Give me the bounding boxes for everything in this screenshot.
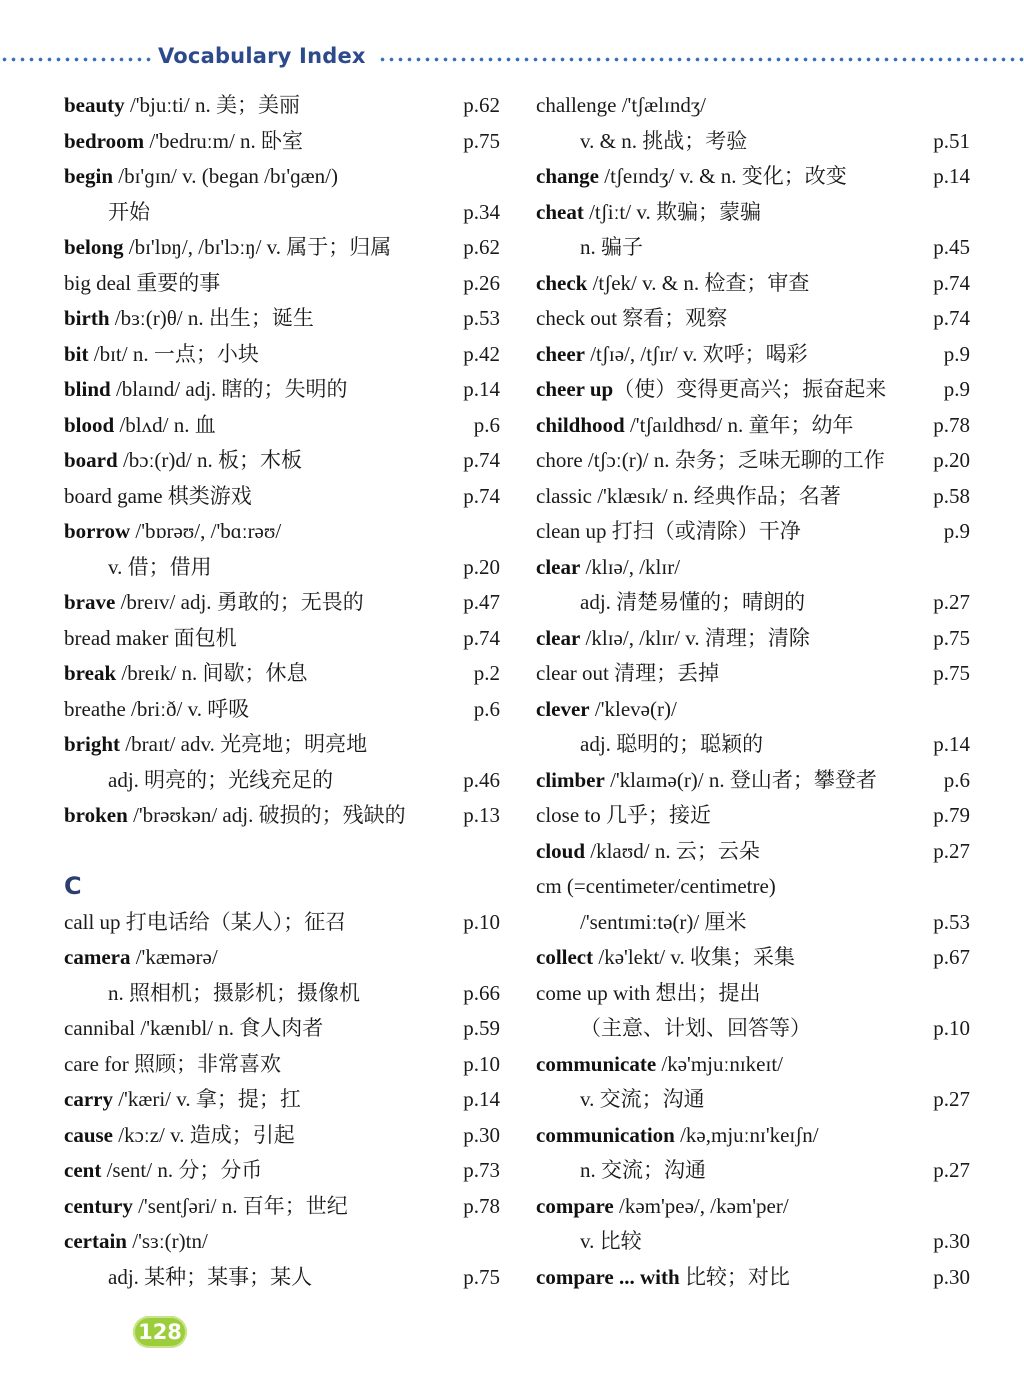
headword: brave	[64, 590, 116, 614]
page-ref: p.75	[463, 128, 500, 153]
headword: clever	[536, 696, 590, 721]
page-ref: p.20	[463, 554, 500, 579]
page-ref: p.73	[463, 1158, 500, 1182]
entry-text: come up with 想出；提出	[536, 980, 761, 1005]
index-entry	[64, 159, 500, 195]
page-ref: p.78	[463, 1193, 500, 1218]
entry-text: call up 打电话给（某人）；征召	[64, 909, 347, 934]
page-ref: p.14	[933, 164, 970, 188]
page-ref: p.2	[473, 661, 500, 685]
headword: climber	[536, 767, 605, 792]
index-entry	[64, 692, 500, 728]
page-ref: p.20	[933, 448, 970, 472]
entry-text: C	[64, 872, 82, 900]
left-column	[64, 88, 500, 1295]
entry-text: /braɪt/ adv. 光亮地；明亮地	[120, 732, 368, 756]
entry-text: /kə'lekt/ v. 收集；采集	[593, 945, 796, 969]
headword: collect	[536, 945, 594, 969]
index-entry	[64, 1011, 500, 1047]
page-ref: p.10	[463, 909, 500, 934]
headword: bedroom	[64, 128, 145, 153]
index-entry	[64, 656, 500, 692]
index-entry	[536, 869, 970, 905]
entry-text: /'sentʃəri/ n. 百年；世纪	[132, 1193, 348, 1218]
index-entry	[64, 1118, 500, 1154]
entry-text: /tʃiːt/ v. 欺骗；蒙骗	[583, 199, 761, 224]
entry-text: clear out 清理；丢掉	[536, 661, 720, 685]
entry-text: /'kæri/ v. 拿；提；扛	[112, 1087, 301, 1111]
page-ref: p.75	[933, 661, 970, 685]
headword: communication	[536, 1122, 675, 1147]
entry-text: /'klevə(r)/	[589, 696, 677, 721]
entry-text: /'brəʊkən/ adj. 破损的；残缺的	[127, 803, 406, 827]
page-ref: p.75	[933, 625, 970, 650]
index-entry	[64, 1153, 500, 1189]
entry-text: v. 借；借用	[108, 554, 212, 579]
entry-text: adj. 明亮的；光线充足的	[108, 767, 334, 792]
entry-text: check out 察看；观察	[536, 306, 728, 330]
headword: broken	[64, 803, 128, 827]
page-ref: p.14	[463, 377, 500, 401]
index-entry	[64, 1224, 500, 1260]
headword: clear	[536, 554, 581, 579]
entry-text: v. 比较	[580, 1229, 642, 1253]
page-ref: p.6	[473, 696, 500, 721]
header-dots-right	[378, 57, 1024, 62]
headword: clear	[536, 625, 581, 650]
headword: cheat	[536, 199, 584, 224]
headword: childhood	[536, 412, 625, 437]
page-ref: p.53	[933, 909, 970, 934]
index-entry	[536, 1260, 970, 1296]
entry-text: /'bedruːm/ n. 卧室	[144, 128, 304, 153]
index-entry	[64, 550, 500, 586]
index-entry	[536, 550, 970, 586]
entry-text: （主意、计划、回答等）	[580, 1016, 811, 1040]
entry-text: cannibal /'kænɪbl/ n. 食人肉者	[64, 1016, 324, 1040]
entry-text: /kə'mjuːnɪkeɪt/	[656, 1051, 783, 1076]
index-entry	[536, 337, 970, 373]
index-entry	[536, 905, 970, 941]
page-ref: p.27	[933, 1158, 970, 1182]
index-entry	[536, 1189, 970, 1225]
page-ref: p.53	[463, 306, 500, 330]
entry-text: /blaɪnd/ adj. 瞎的；失明的	[110, 377, 348, 401]
page-ref: p.30	[933, 1264, 970, 1289]
headword: belong	[64, 235, 124, 259]
index-entry	[64, 763, 500, 799]
index-entry	[536, 692, 970, 728]
index-entry	[536, 656, 970, 692]
index-entry	[64, 195, 500, 231]
index-entry	[536, 124, 970, 160]
index-entry	[64, 337, 500, 373]
entry-text: /'bɒrəʊ/, /'bɑːrəʊ/	[130, 519, 282, 543]
headword: compare	[536, 1193, 614, 1218]
entry-text: n. 骗子	[580, 235, 643, 259]
entry-text: /breɪv/ adj. 勇敢的；无畏的	[115, 590, 364, 614]
index-entry	[64, 372, 500, 408]
page-ref: p.10	[463, 1051, 500, 1076]
entry-text: big deal 重要的事	[64, 270, 221, 295]
page-ref: p.74	[463, 483, 500, 508]
index-entry	[536, 230, 970, 266]
headword: cheer	[536, 341, 585, 366]
section-heading	[64, 869, 500, 905]
index-entry	[536, 940, 970, 976]
index-entry	[536, 1047, 970, 1083]
entry-text: 开始	[108, 199, 150, 224]
entry-text: n. 交流；沟通	[580, 1158, 706, 1182]
page-ref: p.47	[463, 590, 500, 614]
entry-text: adj. 某种；某事；某人	[108, 1264, 313, 1289]
entry-text: /'sɜː(r)tn/	[126, 1229, 208, 1253]
page-ref: p.30	[933, 1229, 970, 1253]
headword: borrow	[64, 519, 131, 543]
index-entry	[536, 88, 970, 124]
page-ref: p.46	[463, 767, 500, 792]
index-entry	[64, 976, 500, 1012]
index-entry	[536, 514, 970, 550]
page-ref: p.9	[943, 519, 970, 543]
entry-text: classic /'klæsɪk/ n. 经典作品；名著	[536, 483, 841, 508]
page-ref: p.14	[933, 732, 970, 756]
page-ref: p.59	[463, 1016, 500, 1040]
page-ref: p.74	[463, 448, 500, 472]
entry-text: bread maker 面包机	[64, 625, 237, 650]
index-entry	[64, 479, 500, 515]
index-entry	[536, 1082, 970, 1118]
index-entry	[64, 230, 500, 266]
headword: camera	[64, 945, 131, 969]
headword: board	[64, 448, 118, 472]
page-ref: p.58	[933, 483, 970, 508]
entry-text: /bɪt/ n. 一点；小块	[88, 341, 259, 366]
entry-text: v. & n. 挑战；考验	[580, 128, 748, 153]
page-ref: p.26	[463, 270, 500, 295]
page-ref: p.6	[473, 412, 500, 437]
index-entry	[536, 1224, 970, 1260]
index-entry	[536, 195, 970, 231]
index-entry	[536, 727, 970, 763]
headword: check	[536, 270, 588, 295]
entry-text: care for 照顾；非常喜欢	[64, 1051, 281, 1076]
entry-text: /tʃeɪndʒ/ v. & n. 变化；改变	[599, 164, 847, 188]
page-ref: p.14	[463, 1087, 500, 1111]
entry-text: board game 棋类游戏	[64, 483, 252, 508]
page-ref: p.6	[943, 767, 970, 792]
index-entry	[536, 301, 970, 337]
entry-text: /kɔːz/ v. 造成；引起	[113, 1122, 295, 1147]
index-entry	[64, 266, 500, 302]
page-ref: p.10	[933, 1016, 970, 1040]
headword: carry	[64, 1087, 113, 1111]
page-ref: p.62	[463, 235, 500, 259]
headword: beauty	[64, 93, 125, 117]
index-entry	[536, 976, 970, 1012]
entry-text: /bɔː(r)d/ n. 板；木板	[117, 448, 302, 472]
entry-text: /blʌd/ n. 血	[114, 412, 216, 437]
index-entry	[64, 727, 500, 763]
entry-text: clean up 打扫（或清除）干净	[536, 519, 801, 543]
entry-text: /klaʊd/ n. 云；云朵	[585, 838, 760, 863]
index-entry	[536, 372, 970, 408]
headword: break	[64, 661, 117, 685]
entry-text: adj. 清楚易懂的；晴朗的	[580, 590, 806, 614]
page-ref: p.27	[933, 838, 970, 863]
entry-text: /klɪə/, /klɪr/ v. 清理；清除	[580, 625, 810, 650]
index-entry	[64, 1260, 500, 1296]
entry-text: /breɪk/ n. 间歇；休息	[116, 661, 308, 685]
entry-text: /sent/ n. 分；分币	[101, 1158, 263, 1182]
page-ref: p.74	[933, 270, 970, 295]
page-number-badge: 128	[133, 1316, 187, 1348]
entry-text: n. 照相机；摄影机；摄像机	[108, 980, 360, 1005]
page-ref: p.27	[933, 1087, 970, 1111]
entry-text: /bɪ'ɡɪn/ v. (began /bɪ'ɡæn/)	[113, 164, 338, 188]
entry-text: /'tʃaɪldhʊd/ n. 童年；幼年	[624, 412, 854, 437]
page-ref: p.30	[463, 1122, 500, 1147]
index-header	[0, 42, 1024, 76]
entry-text: close to 几乎；接近	[536, 803, 711, 827]
headword: begin	[64, 164, 114, 188]
index-entry	[64, 621, 500, 657]
entry-text: cm (=centimeter/centimetre)	[536, 874, 776, 898]
page-ref: p.13	[463, 803, 500, 827]
headword: certain	[64, 1229, 127, 1253]
index-entry	[64, 443, 500, 479]
page-ref: p.75	[463, 1264, 500, 1289]
entry-text: /kəm'peə/, /kəm'per/	[613, 1193, 789, 1218]
headword: communicate	[536, 1051, 657, 1076]
index-entry	[536, 1153, 970, 1189]
page-ref: p.9	[943, 341, 970, 366]
entry-text: /kə,mjuːnɪ'keɪʃn/	[674, 1122, 819, 1147]
index-entry	[64, 940, 500, 976]
page-ref: p.74	[933, 306, 970, 330]
entry-text: （使）变得更高兴；振奋起来	[613, 377, 887, 401]
entry-text: /bɪ'lɒŋ/, /bɪ'lɔːŋ/ v. 属于；归属	[123, 235, 392, 259]
page-ref: p.67	[933, 945, 970, 969]
index-entry	[536, 443, 970, 479]
index-entry	[536, 408, 970, 444]
index-title: Vocabulary Index	[158, 44, 366, 68]
page-ref: p.79	[933, 803, 970, 827]
entry-text: /'bjuːti/ n. 美；美丽	[124, 93, 300, 117]
page-ref: p.74	[463, 625, 500, 650]
index-entry	[64, 301, 500, 337]
index-entry	[536, 159, 970, 195]
entry-text: /'sentɪmiːtə(r)/ 厘米	[580, 909, 747, 934]
page-ref: p.34	[463, 199, 500, 224]
headword: birth	[64, 306, 110, 330]
entry-text: chore /tʃɔː(r)/ n. 杂务；乏味无聊的工作	[536, 448, 885, 472]
headword: century	[64, 1193, 133, 1218]
index-entry	[64, 514, 500, 550]
page-ref: p.78	[933, 412, 970, 437]
entry-text: /tʃɪə/, /tʃɪr/ v. 欢呼；喝彩	[584, 341, 808, 366]
entry-text: /'kæmərə/	[130, 945, 218, 969]
header-dots-left	[0, 57, 152, 62]
index-entry	[536, 479, 970, 515]
entry-text: challenge /'tʃælɪndʒ/	[536, 93, 706, 117]
entry-text: /tʃek/ v. & n. 检查；审查	[587, 270, 810, 295]
index-entry	[64, 905, 500, 941]
page-ref: p.51	[933, 128, 970, 153]
index-entry	[536, 834, 970, 870]
headword: cheer up	[536, 377, 614, 401]
page-ref: p.62	[463, 93, 500, 117]
page-ref: p.27	[933, 590, 970, 614]
headword: compare ... with	[536, 1264, 680, 1289]
headword: cent	[64, 1158, 102, 1182]
index-entry	[64, 798, 500, 869]
entry-text: breathe /briːð/ v. 呼吸	[64, 696, 250, 721]
headword: cloud	[536, 838, 586, 863]
entry-text: 比较；对比	[679, 1264, 790, 1289]
headword: bit	[64, 341, 89, 366]
entry-text: v. 交流；沟通	[580, 1087, 705, 1111]
entry-text: adj. 聪明的；聪颖的	[580, 732, 764, 756]
index-entry	[536, 621, 970, 657]
headword: cause	[64, 1122, 113, 1147]
headword: blind	[64, 377, 111, 401]
index-entry	[536, 1118, 970, 1154]
page-ref: p.66	[463, 980, 500, 1005]
index-entry	[64, 1189, 500, 1225]
page-ref: p.42	[463, 341, 500, 366]
index-entry	[64, 1082, 500, 1118]
entry-text: /bɜː(r)θ/ n. 出生；诞生	[109, 306, 314, 330]
index-entry	[64, 88, 500, 124]
headword: change	[536, 164, 599, 188]
index-entry	[64, 585, 500, 621]
index-entry	[64, 408, 500, 444]
headword: bright	[64, 732, 121, 756]
entry-text: /'klaɪmə(r)/ n. 登山者；攀登者	[604, 767, 877, 792]
page-ref: p.45	[933, 235, 970, 259]
index-entry	[64, 1047, 500, 1083]
index-entry	[536, 266, 970, 302]
index-entry	[536, 1011, 970, 1047]
right-column	[536, 88, 970, 1295]
index-entry	[64, 124, 500, 160]
index-entry	[536, 585, 970, 621]
index-entry	[536, 763, 970, 799]
entry-text: /klɪə/, /klɪr/	[580, 554, 681, 579]
page-ref: p.9	[943, 377, 970, 401]
headword: blood	[64, 412, 115, 437]
index-entry	[536, 798, 970, 834]
